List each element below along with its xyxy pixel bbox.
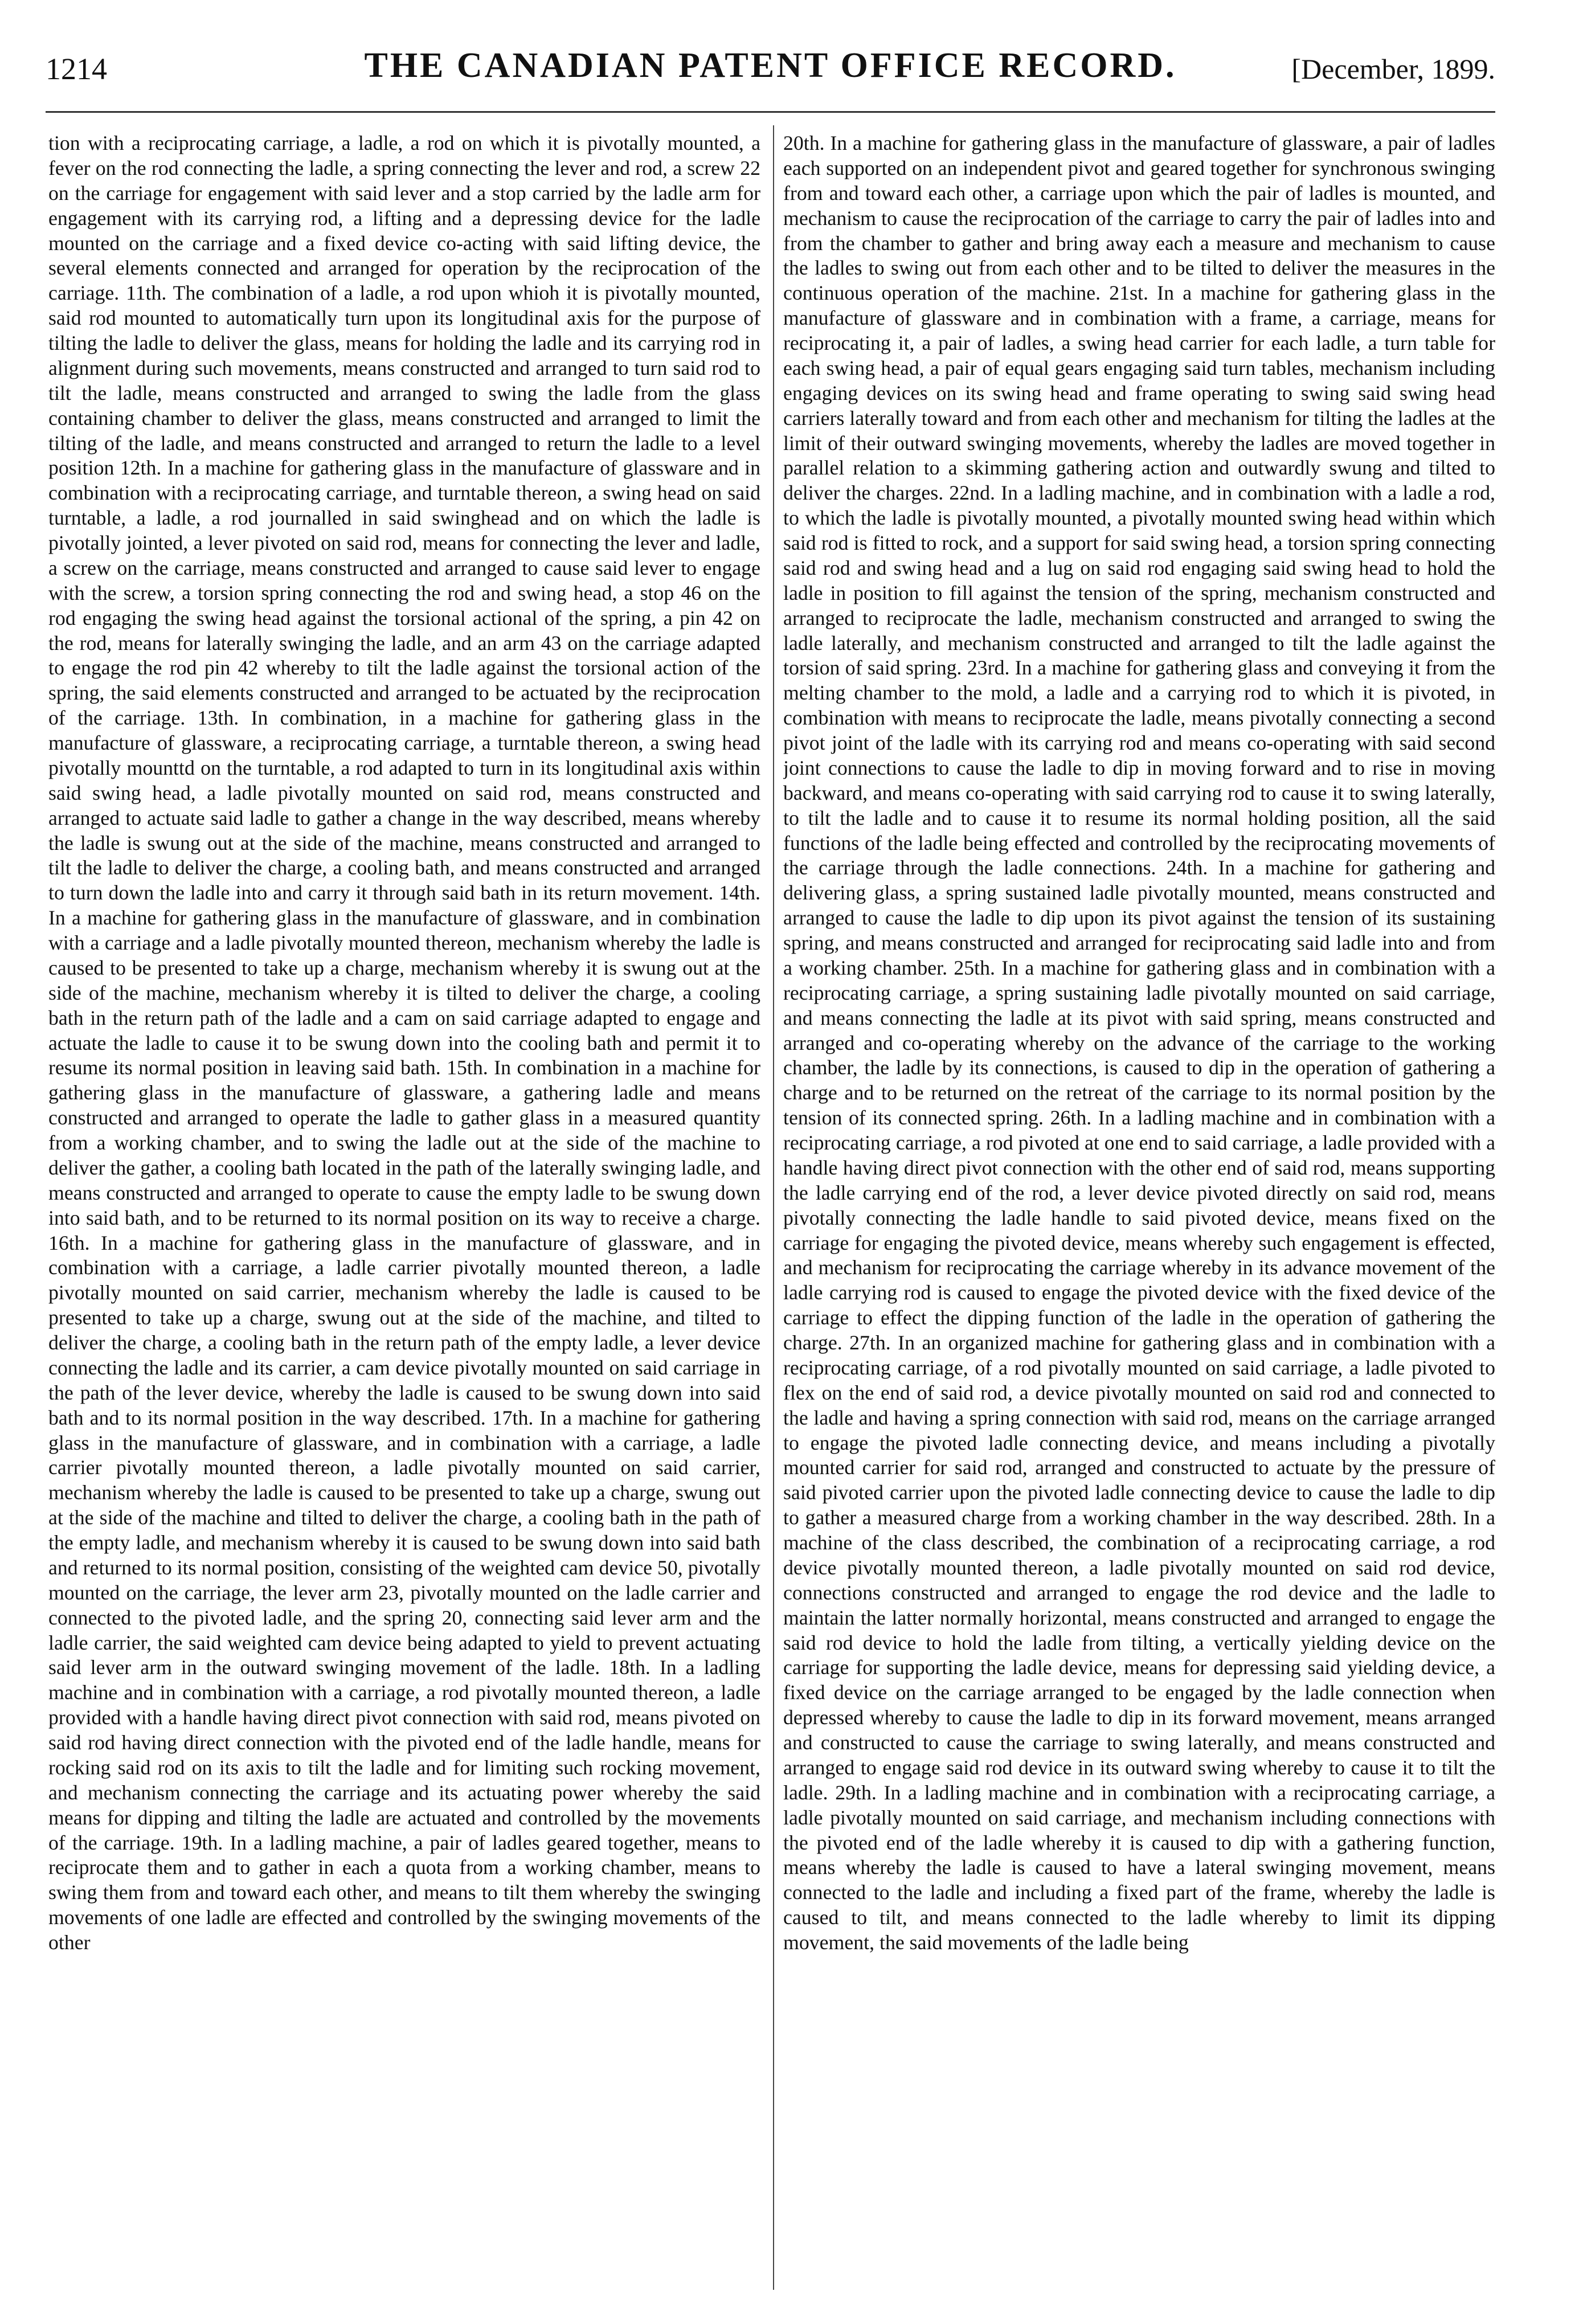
header-rule <box>46 111 1495 113</box>
issue-date: [December, 1899. <box>1291 53 1495 85</box>
column-divider <box>773 125 774 2290</box>
page-header <box>46 46 1495 97</box>
journal-title: THE CANADIAN PATENT OFFICE RECORD. <box>364 46 1177 85</box>
page-number: 1214 <box>46 52 107 86</box>
right-column-text: 20th. In a machine for gathering glass in the manufacture of glassware, a pair of ladles each supported on an independent pivot and geared together for synchronous swinging from and toward each other, a carriage upon which the pair of ladles is mounted, and mechanism to cause the reciprocation of the carriage to carry the pair of ladles into and from the chamber to gather and bring away each a measure and mechanism to cause the ladles to swing out from each other and to be tilted to deliver the measures in the continuous operation of the machine. 21st. In a machine for gathering glass in the manufacture of glassware and in combination with a frame, a carriage, means for reciprocating it, a pair of ladles, a swing head carrier for each ladle, a turn table for each swing head, a pair of equal gears engaging said turn tables, mechanism including engaging devices on its swing head and frame operating to swing said swing head carriers laterally toward and from each other and mechanism for tilting the ladles at the limit of their outward swinging movements, whereby the ladles are moved together in parallel relation to a skimming gathering action and outwardly swung and tilted to deliver the charges. 22nd. In a ladling machine, and in combination with a ladle a rod, to which the ladle is pivotally mounted, a pivotally mounted swing head within which said rod is fitted to rock, and a support for said swing head, a torsion spring connecting said rod and swing head and a lug on said rod engaging said swing head to hold the ladle in position to fill against the tension of the spring, mechanism constructed and arranged to reciprocate the ladle, mechanism constructed and arranged to swing the ladle laterally, and mechanism constructed and arranged to tilt the ladle against the torsion of said spring. 23rd. In a machine for gathering glass and conveying it from the melting chamber to the mold, a ladle and a carrying rod to which it is pivoted, in combination with means to reciprocate the ladle, means pivotally connecting a second pivot joint of the ladle with its carrying rod and means co-operating with said second joint connections to cause the ladle to dip in moving forward and to rise in moving backward, and means co-operating with said carrying rod to cause it to swing laterally, to tilt the ladle and to cause it to resume its normal holding position, all the said functions of the ladle being effected and controlled by the reciprocating movements of the carriage through the ladle connections. 24th. In a machine for gathering and delivering glass, a spring sustained ladle pivotally mounted, means constructed and arranged to cause the ladle to dip upon its pivot against the tension of its sustaining spring, and means constructed and arranged for reciprocating said ladle into and from a working chamber. 25th. In a machine for gathering glass and in combination with a reciprocating carriage, a spring sustaining ladle pivotally mounted on said carriage, and means connecting the ladle at its pivot with said spring, means constructed and arranged and co-operating whereby on the advance of the carriage to the working chamber, the ladle by its connections, is caused to dip in the operation of gathering a charge and to be returned on the retreat of the carriage to its normal position by the tension of its connected spring. 26th. In a ladling machine and in combination with a reciprocating carriage, a rod pivoted at one end to said carriage, a ladle provided with a handle having direct pivot connection with the other end of said rod, means supporting the ladle carrying end of the rod, a lever device pivoted directly on said rod, means pivotally connecting the ladle handle to said pivoted device, means fixed on the carriage for engaging the pivoted device, means whereby such engagement is effected, and mechanism for reciprocating the carriage whereby in its advance movement of the ladle carrying rod is caused to engage the pivoted device with the fixed device of the carriage to effect the dipping function of the ladle in the operation of gathering the charge. 27th. In an organized machine for gathering glass and in combination with a reciprocating carriage, of a rod pivotally mounted on said carriage, a ladle pivoted to flex on the end of said rod, a device pivotally mounted on said rod and connected to the ladle and having a spring connection with said rod, means on the carriage arranged to engage the pivoted ladle connecting device, and means including a pivotally mounted carrier for said rod, arranged and constructed to actuate by the pressure of said pivoted carrier upon the pivoted ladle connecting device to cause the ladle to dip to gather a measured charge from a working chamber in the way described. 28th. In a machine of the class described, the combination of a reciprocating carriage, a rod device pivotally mounted thereon, a ladle pivotally mounted on said rod device, connections constructed and arranged to engage the rod device and the ladle to maintain the latter normally horizontal, means constructed and arranged to engage the said rod device to hold the ladle from tilting, a vertically yielding device on the carriage for supporting the ladle device, means for depressing said yielding device, a fixed device on the carriage arranged to be engaged by the ladle connection when depressed whereby to cause the ladle to dip in its forward movement, means arranged and constructed to cause the carriage to swing laterally, and means constructed and arranged to engage said rod device in its outward swing whereby to cause it to tilt the ladle. 29th. In a ladling machine and in combination with a reciprocating carriage, a ladle pivotally mounted on said carriage, and mechanism including connections with the pivoted end of the ladle whereby it is caused to dip with a gathering function, means whereby the ladle is caused to have a lateral swinging movement, means connected to the ladle and including a fixed part of the frame, whereby the ladle is caused to tilt, and means connected to the ladle whereby to limit its dipping movement, the said movements of the ladle being <box>783 132 1495 1954</box>
left-column-text: tion with a reciprocating carriage, a ladle, a rod on which it is pivotally mounted, a fever on the rod connecting the ladle, a spring connecting the lever and rod, a screw 22 on the carriage for engagement with said lever and a stop carried by the ladle arm for engagement with its carrying rod, a lifting and a depressing device for the ladle mounted on the carriage and a fixed device co-acting with said lifting device, the several elements connected and arranged for operation by the reciprocation of the carriage. 11th. The combination of a ladle, a rod upon whioh it is pivotally mounted, said rod mounted to automatically turn upon its longitudinal axis for the purpose of tilting the ladle to deliver the glass, means for holding the ladle and its carrying rod in alignment during such movements, means constructed and arranged to turn said rod to tilt the ladle, means constructed and arranged to swing the ladle from the glass containing chamber to deliver the glass, means constructed and arranged to limit the tilting of the ladle, and means constructed and arranged to return the ladle to a level position 12th. In a machine for gathering glass in the manufacture of glassware and in combination with a reciprocating carriage, and turntable thereon, a swing head on said turntable, a ladle, a rod journalled in said swinghead and on which the ladle is pivotally jointed, a lever pivoted on said rod, means for connecting the lever and ladle, a screw on the carriage, means constructed and arranged to cause said lever to engage with the screw, a torsion spring connecting the rod and swing head, a stop 46 on the rod engaging the swing head against the torsional actional of the spring, a pin 42 on the rod, means for laterally swinging the ladle, and an arm 43 on the carriage adapted to engage the rod pin 42 whereby to tilt the ladle against the torsional action of the spring, the said elements constructed and arranged to be actuated by the reciprocation of the carriage. 13th. In combination, in a machine for gathering glass in the manufacture of glassware, a reciprocating carriage, a turntable thereon, a swing head pivotally mounttd on the turntable, a rod adapted to turn in its longitudinal axis within said swing head, a ladle pivotally mounted on said rod, means constructed and arranged to actuate said ladle to gather a change in the way described, means whereby the ladle is swung out at the side of the machine, means constructed and arranged to tilt the ladle to deliver the charge, a cooling bath, and means constructed and arranged to turn down the ladle into and carry it through said bath in its return movement. 14th. In a machine for gathering glass in the manufacture of glassware, and in combination with a carriage and a ladle pivotally mounted thereon, mechanism whereby the ladle is caused to be presented to take up a charge, mechanism whereby it is swung out at the side of the machine, mechanism whereby it is tilted to deliver the charge, a cooling bath in the return path of the ladle and a cam on said carriage adapted to engage and actuate the ladle to cause it to be swung down into the cooling bath and permit it to resume its normal position in leaving said bath. 15th. In combination in a machine for gathering glass in the manufacture of glassware, a gathering ladle and means constructed and arranged to operate the ladle to gather glass in a measured quantity from a working chamber, and to swing the ladle out at the side of the machine to deliver the gather, a cooling bath located in the path of the laterally swinging ladle, and means constructed and arranged to operate to cause the empty ladle to be swung down into said bath, and to be returned to its normal position on its way to receive a charge. 16th. In a machine for gathering glass in the manufacture of glassware, and in combination with a carriage, a ladle carrier pivotally mounted thereon, a ladle pivotally mounted on said carrier, mechanism whereby the ladle is caused to be presented to take up a charge, swung out at the side of the machine, and tilted to deliver the charge, a cooling bath in the return path of the empty ladle, a lever device connecting the ladle and its carrier, a cam device pivotally mounted on said carriage in the path of the lever device, whereby the ladle is caused to be swung down into said bath and to its normal position in the way described. 17th. In a machine for gathering glass in the manufacture of glassware, and in combination with a carriage, a ladle carrier pivotally mounted thereon, a ladle pivotally mounted on said carrier, mechanism whereby the ladle is caused to be presented to take up a charge, swung out at the side of the machine and tilted to deliver the charge, a cooling bath in the path of the empty ladle, and mechanism whereby it is caused to be swung down into said bath and returned to its normal position, consisting of the weighted cam device 50, pivotally mounted on the carriage, the lever arm 23, pivotally mounted on the ladle carrier and connected to the pivoted ladle, and the spring 20, connecting said lever arm and the ladle carrier, the said weighted cam device being adapted to yield to prevent actuating said lever arm in the outward swinging movement of the ladle. 18th. In a ladling machine and in combination with a carriage, a rod pivotally mounted thereon, a ladle provided with a handle having direct pivot connection with said rod, means pivoted on said rod having direct connection with the pivoted end of the ladle handle, means for rocking said rod on its axis to tilt the ladle and for limiting such rocking movement, and mechanism connecting the carriage and its actuating power whereby the said means for dipping and tilting the ladle are actuated and controlled by the movements of the carriage. 19th. In a ladling machine, a pair of ladles geared together, means to reciprocate them and to gather in each a quota from a working chamber, means to swing them from and toward each other, and means to tilt them whereby the swinging movements of one ladle are effected and controlled by the swinging movements of the other <box>48 132 760 1954</box>
